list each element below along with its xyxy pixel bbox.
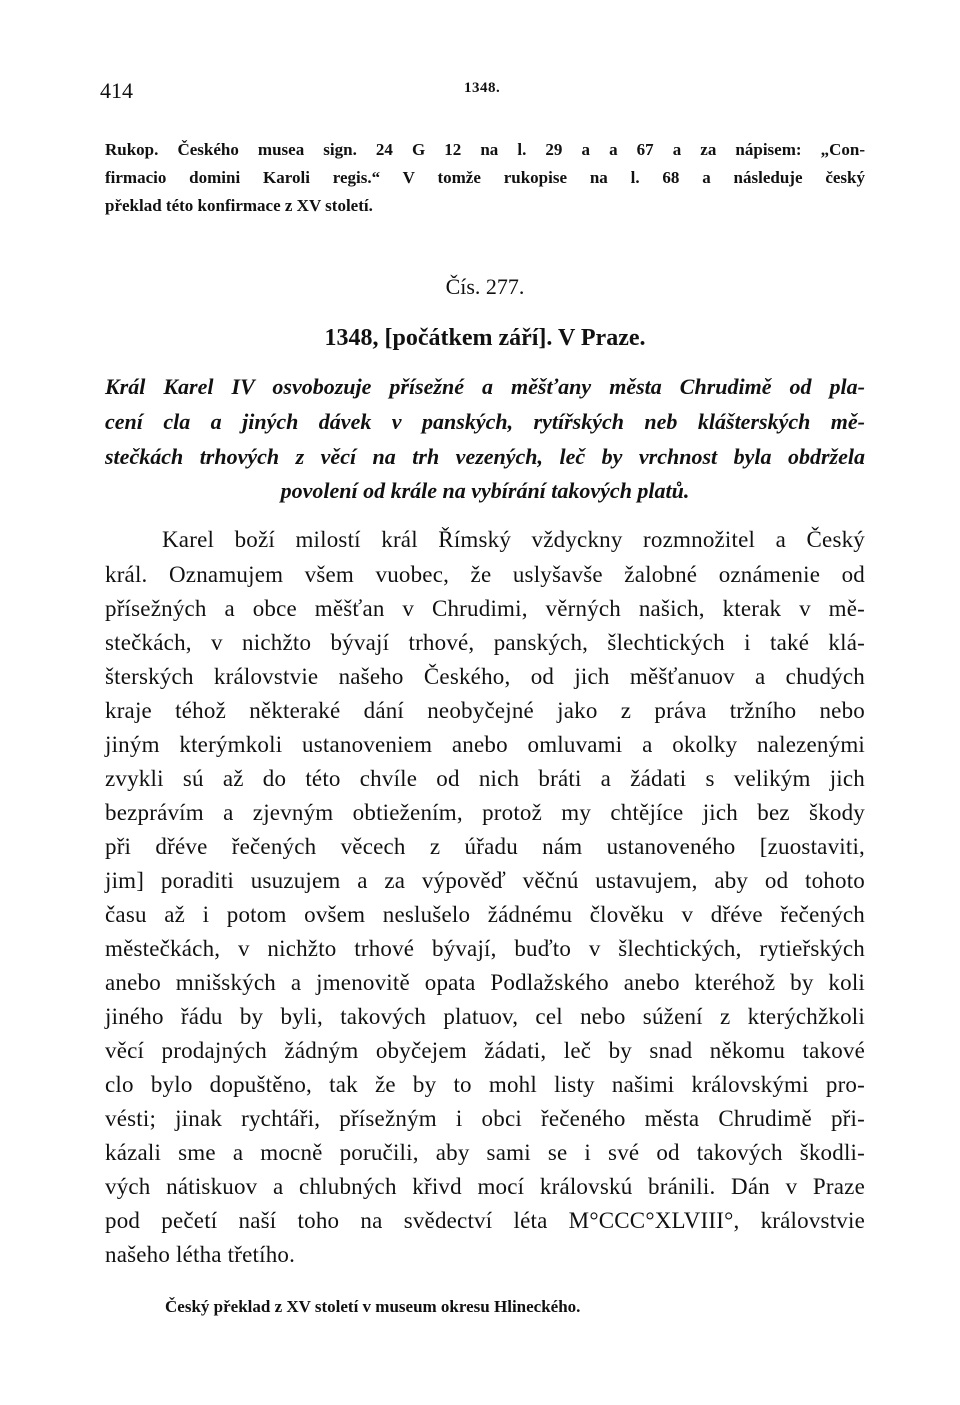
text-line: kraje téhož některaké dání neobyčejné jako z práva tržního nebo <box>105 698 865 723</box>
text-line: jim] poraditi usuzujem a za výpověď věčnú ustavujem, aby od tohoto <box>105 868 865 893</box>
text-line: stečkách, v nichžto bývají trhové, panských, šlechtických i také klá- <box>105 630 865 655</box>
regest-line: povolení od krále na vybírání takových platů. <box>280 478 690 503</box>
text-line: vésti; jinak rychtáři, přísežným i obci řečeného města Chrudimě při- <box>105 1106 865 1131</box>
text-line: jiného řádu by byli, takových platuov, cel nebo súžení z kterýchžkoli <box>105 1004 865 1029</box>
footer-note: Český překlad z XV století v museum okresu Hlineckého. <box>165 1297 581 1316</box>
text-line: vých nátiskuov a chlubných křivd mocí královskú bránili. Dán v Praze <box>105 1174 865 1199</box>
regest-line: stečkách trhových z věcí na trh vezených, leč by vrchnost byla obdržela <box>105 444 865 469</box>
document-number: Čís. 277. <box>445 274 525 299</box>
text-line: král. Oznamujem všem vuobec, že uslyšavše žalobné oznámenie od <box>105 562 865 587</box>
regest-line: cení cla a jiných dávek v panských, rytířských neb klášterských mě- <box>105 409 865 434</box>
source-note-line: Rukop. Českého musea sign. 24 G 12 na l. 29 a a 67 a za nápisem: „Con- <box>105 140 865 159</box>
running-head: 1348. <box>464 80 501 96</box>
document-date-place: 1348, [počátkem září]. V Praze. <box>324 325 646 351</box>
text-line: jiným kterýmkoli ustanoveniem anebo omluvami a okolky nalezenými <box>105 732 865 757</box>
text-line: věcí prodajných žádným obyčejem žádati, leč by snad někomu takové <box>105 1038 865 1063</box>
source-note-line: překlad této konfirmace z XV století. <box>105 196 373 215</box>
regest-line: Král Karel IV osvobozuje přísežné a měšťany města Chrudimě od pla- <box>105 374 865 399</box>
source-note-line: firmacio domini Karoli regis.“ V tomže rukopise na l. 68 a následuje český <box>105 168 865 187</box>
text-line: bezprávím a zjevným obtiežením, protož my chtějíce jich bez škody <box>105 800 865 825</box>
text-line: našeho létha třetího. <box>105 1242 296 1267</box>
text-line: městečkách, v nichžto trhové bývají, buďto v šlechtických, rytieřských <box>105 936 865 961</box>
text-line: clo bylo dopuštěno, tak že by to mohl listy našimi královskými pro- <box>105 1072 865 1097</box>
text-line: přísežných a obce měšťan v Chrudimi, věrných našich, kterak v mě- <box>105 596 865 621</box>
text-line: zvykli sú až do této chvíle od nich bráti a žádati s velikým jich <box>105 766 865 791</box>
text-line: pod pečetí naší toho na svědectví léta M°CCC°XLVIII°, královstvie <box>105 1208 865 1233</box>
text-line: Karel boží milostí král Římský vždyckny rozmnožitel a Český <box>162 527 865 552</box>
text-line: při dřéve řečených věcech z úřadu nám ustanoveného [zuostaviti, <box>105 834 865 859</box>
text-line: šterských královstvie našeho Českého, od jich měšťanuov a chudých <box>105 664 865 689</box>
page-number: 414 <box>100 78 133 103</box>
text-line: kázali sme a mocně poručili, aby sami se i své od takových škodli- <box>105 1140 865 1165</box>
text-line: anebo mnišských a jmenovitě opata Podlažského anebo kteréhož by koli <box>105 970 865 995</box>
text-line: času až i potom ovšem neslušelo žádnému člověku v dřéve řečených <box>105 902 865 927</box>
